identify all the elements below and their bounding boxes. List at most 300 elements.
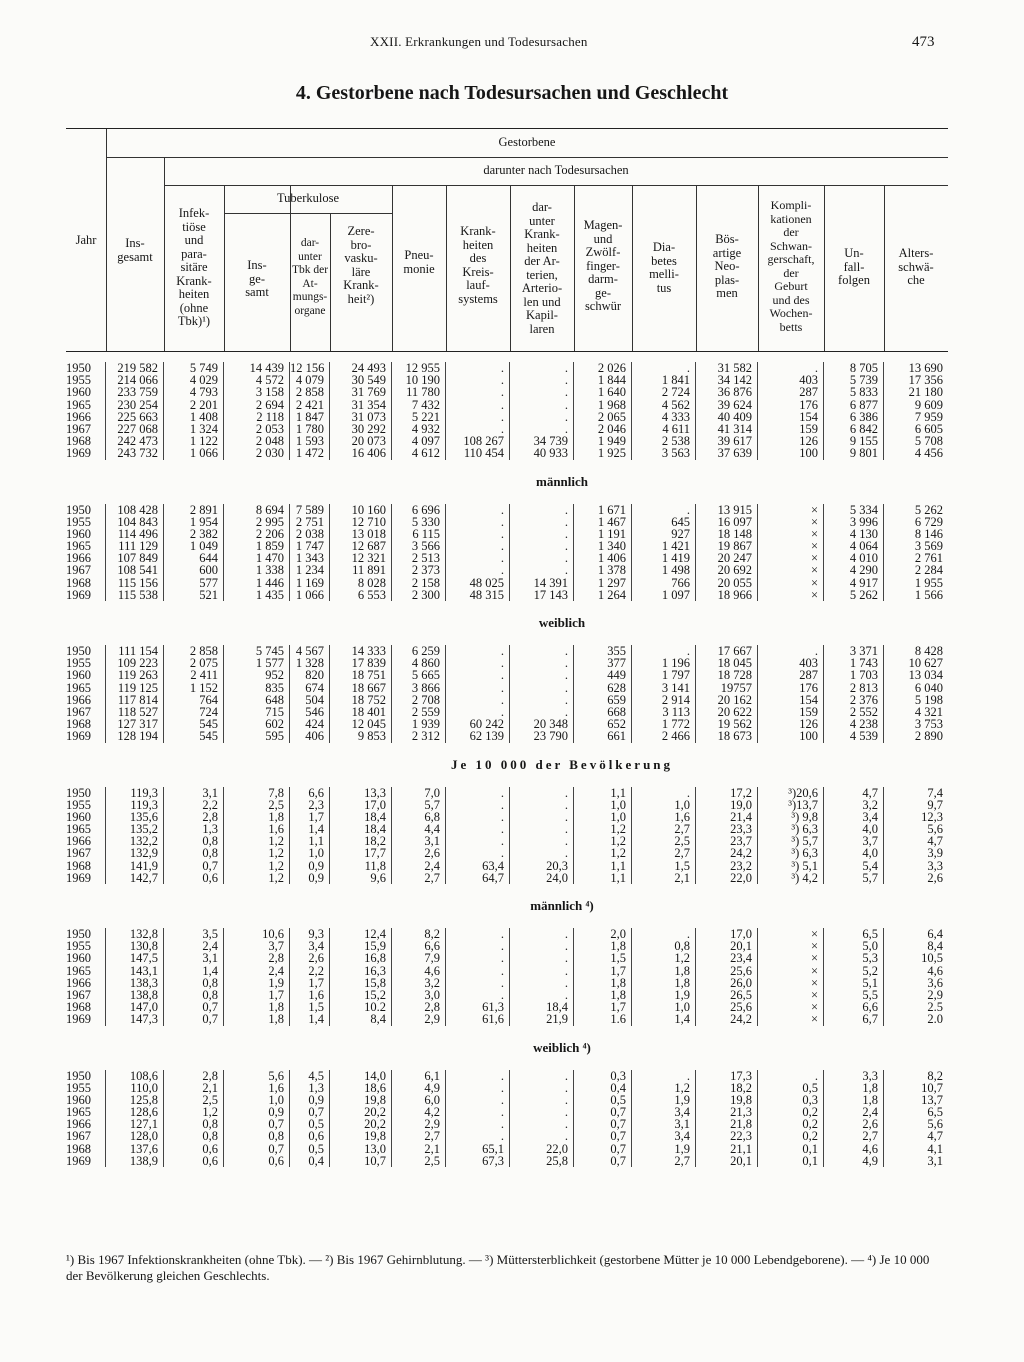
table-cell: . [500, 373, 504, 388]
table-cell: 40 409 [717, 409, 752, 424]
table-cell: 6,7 [862, 1012, 878, 1027]
data-column [392, 645, 446, 743]
table-cell: 449 [607, 668, 626, 683]
table-cell: 1 421 [661, 539, 690, 554]
table-cell: 20 073 [351, 434, 386, 449]
table-cell: 1 859 [255, 539, 284, 554]
data-column [510, 645, 574, 743]
table-cell: 2 421 [295, 397, 324, 412]
table-cell: × [810, 587, 818, 602]
table-cell: . [500, 421, 504, 436]
table-cell: . [564, 1105, 568, 1120]
table-cell: 20,2 [364, 1105, 386, 1120]
table-cell: 21,8 [730, 1117, 752, 1132]
table-cell: 12 710 [351, 514, 386, 529]
table-cell: 10 190 [405, 373, 440, 388]
table-cell: 0,9 [268, 1105, 284, 1120]
table-cell: 1,4 [674, 1012, 690, 1027]
year-cell: 1967 [66, 421, 91, 436]
table-cell: 22,0 [546, 1141, 568, 1156]
table-cell: 21,1 [730, 1141, 752, 1156]
table-cell: 147,5 [129, 951, 158, 966]
header-insgesamt: Ins- gesamt [117, 236, 153, 264]
table-cell: 287 [799, 668, 818, 683]
table-cell: . [564, 1092, 568, 1107]
table-cell: 648 [265, 692, 284, 707]
year-cell: 1968 [66, 1141, 91, 1156]
table-cell: 3,1 [202, 785, 218, 800]
table-cell: 2,5 [674, 834, 690, 849]
table-cell: × [810, 1000, 818, 1015]
year-cell: 1955 [66, 797, 91, 812]
table-cell: × [810, 975, 818, 990]
table-cell: 287 [799, 385, 818, 400]
table-cell: 1,4 [308, 822, 324, 837]
table-cell: 0,3 [802, 1092, 818, 1107]
table-cell: 31 582 [717, 361, 752, 375]
table-cell: 1 378 [597, 563, 626, 578]
table-cell: 2 046 [597, 421, 626, 436]
table-cell: 2,9 [424, 1012, 440, 1027]
data-column [824, 928, 884, 1026]
table-cell: 2 206 [255, 526, 284, 541]
table-cell: 18 045 [717, 656, 752, 671]
table-cell: 5 749 [189, 361, 218, 375]
table-cell: 3 113 [662, 704, 690, 719]
table-cell: 0,8 [202, 987, 218, 1002]
table-cell: 1,7 [610, 963, 626, 978]
table-cell: 2 914 [661, 692, 690, 707]
table-cell: 23,4 [730, 951, 752, 966]
data-column [392, 787, 446, 885]
table-cell: . [686, 927, 690, 941]
data-column [164, 362, 224, 460]
table-cell: 16,3 [364, 963, 386, 978]
table-cell: 0,2 [802, 1129, 818, 1144]
section-block [66, 1070, 948, 1168]
header-tuberkulose: Tuberkulose [276, 191, 340, 205]
table-cell: . [500, 692, 504, 707]
table-cell: 1,9 [674, 1141, 690, 1156]
data-column [164, 928, 224, 1026]
table-cell: 18 966 [717, 587, 752, 602]
table-cell: 100 [799, 729, 818, 744]
table-cell: 628 [607, 680, 626, 695]
year-cell: 1960 [66, 526, 91, 541]
table-cell: 2 053 [255, 421, 284, 436]
table-cell: 3,4 [674, 1105, 690, 1120]
table-cell: 214 066 [117, 373, 158, 388]
table-cell: 21 180 [908, 385, 943, 400]
table-cell: 1 340 [597, 539, 626, 554]
table-cell: 0,8 [268, 1129, 284, 1144]
table-cell: 1,2 [674, 1080, 690, 1095]
table-cell: 644 [199, 551, 218, 566]
table-cell: . [564, 822, 568, 837]
table-cell: 2 284 [914, 563, 943, 578]
table-cell: . [564, 927, 568, 941]
data-column [884, 504, 948, 602]
data-column [758, 928, 824, 1026]
table-cell: 1,8 [862, 1092, 878, 1107]
table-cell: . [500, 939, 504, 954]
table-cell: 5,6 [927, 822, 943, 837]
table-cell: 1,2 [268, 870, 284, 885]
table-cell: 127,1 [129, 1117, 158, 1132]
table-cell: 2,6 [308, 951, 324, 966]
table-cell: 17 839 [351, 656, 386, 671]
table-cell: 5 665 [411, 668, 440, 683]
data-column [224, 645, 290, 743]
table-cell: 17,2 [730, 785, 752, 800]
year-cell: 1966 [66, 551, 91, 566]
data-column [446, 1070, 510, 1168]
table-cell: 233 759 [117, 385, 158, 400]
table-cell: 1 772 [661, 717, 690, 732]
table-cell: 19,8 [364, 1092, 386, 1107]
data-column [224, 787, 290, 885]
table-cell: 355 [607, 644, 626, 658]
table-cell: 111 129 [118, 539, 158, 554]
table-cell: . [564, 539, 568, 554]
table-cell: 16,8 [364, 951, 386, 966]
table-cell: 1,5 [610, 951, 626, 966]
table-cell: 1 498 [661, 563, 690, 578]
data-column [446, 504, 510, 602]
table-cell: . [686, 785, 690, 800]
data-column [290, 1070, 330, 1168]
data-column [446, 787, 510, 885]
table-cell: × [810, 514, 818, 529]
table-cell: 2.0 [927, 1012, 943, 1027]
table-cell: 1,5 [308, 1000, 324, 1015]
table-cell: 111 154 [118, 644, 158, 658]
table-cell: 2,1 [202, 1080, 218, 1095]
year-cell: 1966 [66, 834, 91, 849]
table-cell: . [500, 668, 504, 683]
data-column [574, 362, 632, 460]
table-cell: 1,4 [202, 963, 218, 978]
table-cell: 227 068 [117, 421, 158, 436]
table-cell: 4 321 [914, 704, 943, 719]
table-cell: 2 751 [295, 514, 324, 529]
data-column [224, 1070, 290, 1168]
table-cell: 1,8 [610, 987, 626, 1002]
year-column [66, 1070, 106, 1168]
table-cell: 5 833 [849, 385, 878, 400]
table-cell: 3,4 [674, 1129, 690, 1144]
table-cell: 127 317 [117, 717, 158, 732]
table-cell: 835 [265, 680, 284, 695]
table-cell: 9,7 [927, 797, 943, 812]
table-cell: 927 [671, 526, 690, 541]
table-cell: 39 617 [717, 434, 752, 449]
year-cell: 1968 [66, 717, 91, 732]
year-column [66, 928, 106, 1026]
table-cell: 2,7 [424, 1129, 440, 1144]
data-column [574, 1070, 632, 1168]
table-cell: . [500, 834, 504, 849]
table-cell: 108 541 [117, 563, 158, 578]
table-cell: 1,9 [674, 987, 690, 1002]
header-tbk-atmung: dar- unter Tbk der At- mungs- organe [291, 237, 329, 317]
table-cell: 2,7 [674, 1153, 690, 1168]
table-cell: 1 191 [597, 526, 626, 541]
table-cell: 24,2 [730, 1012, 752, 1027]
table-cell: . [686, 361, 690, 375]
table-cell: 115 156 [117, 575, 158, 590]
table-cell: 12,4 [364, 927, 386, 941]
table-cell: . [500, 797, 504, 812]
table-cell: 13,7 [921, 1092, 943, 1107]
table-cell: 2,4 [202, 939, 218, 954]
table-cell: 176 [799, 680, 818, 695]
table-cell: 23,3 [730, 822, 752, 837]
table-cell: 3 753 [914, 717, 943, 732]
table-cell: 0,7 [610, 1117, 626, 1132]
table-cell: 11 780 [406, 385, 440, 400]
table-cell: 19,8 [730, 1092, 752, 1107]
table-cell: 2,5 [268, 797, 284, 812]
table-cell: 10 160 [351, 502, 386, 517]
table-cell: 4 611 [662, 421, 690, 436]
table-cell: 2 048 [255, 434, 284, 449]
table-cell: . [500, 975, 504, 990]
table-cell: 100 [799, 446, 818, 461]
section-block [66, 504, 948, 602]
data-column [510, 787, 574, 885]
table-cell: 19,8 [364, 1129, 386, 1144]
table-cell: 1 264 [597, 587, 626, 602]
table-cell: × [810, 551, 818, 566]
year-cell: 1965 [66, 397, 91, 412]
table-cell: 0,1 [802, 1153, 818, 1168]
data-column [290, 504, 330, 602]
section-title: Je 10 000 der Bevölkerung [450, 756, 674, 772]
table-cell: 1 671 [597, 502, 626, 517]
table-cell: 2,8 [268, 951, 284, 966]
table-cell: 4 029 [189, 373, 218, 388]
table-cell: 8 428 [914, 644, 943, 658]
table-cell: 126 [799, 717, 818, 732]
table-cell: 1,6 [268, 1080, 284, 1095]
table-cell: 25,6 [730, 963, 752, 978]
year-cell: 1969 [66, 587, 91, 602]
table-cell: 108,6 [129, 1068, 158, 1083]
table-cell: 1,2 [610, 834, 626, 849]
table-cell: 6 259 [411, 644, 440, 658]
table-cell: 8,4 [927, 939, 943, 954]
data-column [224, 504, 290, 602]
table-cell: 3 371 [849, 644, 878, 658]
table-cell: 37 639 [717, 446, 752, 461]
table-cell: . [500, 397, 504, 412]
table-cell: 11 891 [352, 563, 386, 578]
table-cell: 6,6 [862, 1000, 878, 1015]
year-cell: 1968 [66, 858, 91, 873]
table-cell: 0,6 [268, 1153, 284, 1168]
table-cell: 230 254 [117, 397, 158, 412]
table-cell: 7,4 [927, 785, 943, 800]
table-cell: . [564, 514, 568, 529]
table-header [66, 128, 948, 352]
table-cell: 225 663 [117, 409, 158, 424]
table-cell: 9,6 [370, 870, 386, 885]
table-cell: 1 467 [597, 514, 626, 529]
table-cell: 23,7 [730, 834, 752, 849]
table-cell: 1 841 [661, 373, 690, 388]
table-cell: 18 752 [351, 692, 386, 707]
table-cell: 4,6 [424, 963, 440, 978]
table-cell: 3,2 [862, 797, 878, 812]
table-cell: 3,4 [862, 809, 878, 824]
table-cell: 659 [607, 692, 626, 707]
table-cell: . [814, 1068, 818, 1083]
table-cell: . [564, 951, 568, 966]
table-cell: 0,4 [308, 1153, 324, 1168]
table-cell: . [500, 951, 504, 966]
table-cell: 2,9 [424, 1117, 440, 1132]
table-cell: ³)20,6 [788, 785, 818, 800]
table-cell: 0,8 [202, 1129, 218, 1144]
table-cell: 0,9 [308, 858, 324, 873]
data-column [696, 645, 758, 743]
table-cell: 9,3 [308, 927, 324, 941]
year-cell: 1960 [66, 385, 91, 400]
table-cell: 4,7 [862, 785, 878, 800]
table-cell: 13 018 [351, 526, 386, 541]
table-cell: 4 333 [661, 409, 690, 424]
data-column [632, 645, 696, 743]
running-head: XXII. Erkrankungen und Todesursachen [370, 34, 588, 49]
table-cell: . [500, 526, 504, 541]
table-cell: 1 196 [661, 656, 690, 671]
table-cell: 17,7 [364, 846, 386, 861]
table-cell: 3,1 [202, 951, 218, 966]
table-cell: 60 242 [469, 717, 504, 732]
table-cell: 18 751 [351, 668, 386, 683]
year-cell: 1965 [66, 1105, 91, 1120]
table-cell: 1 939 [411, 717, 440, 732]
table-cell: 1 324 [189, 421, 218, 436]
table-cell: 2,8 [202, 809, 218, 824]
table-cell: 2,7 [674, 822, 690, 837]
data-column [574, 645, 632, 743]
table-cell: 2 411 [190, 668, 218, 683]
table-cell: × [810, 575, 818, 590]
table-cell: 117 814 [117, 692, 158, 707]
table-cell: 0,8 [674, 939, 690, 954]
table-cell: 20,2 [364, 1117, 386, 1132]
table-cell: 30 549 [351, 373, 386, 388]
data-column [290, 928, 330, 1026]
table-cell: 17,0 [730, 927, 752, 941]
data-column [632, 787, 696, 885]
table-cell: 4,0 [862, 822, 878, 837]
data-column [106, 1070, 164, 1168]
table-cell: 10,7 [364, 1153, 386, 1168]
data-column [330, 645, 392, 743]
table-cell: 8 028 [357, 575, 386, 590]
table-cell: 2,6 [424, 846, 440, 861]
data-column [224, 362, 290, 460]
table-cell: 1 703 [849, 668, 878, 683]
table-cell: 39 624 [717, 397, 752, 412]
table-cell: 1 593 [295, 434, 324, 449]
table-cell: 1,2 [268, 834, 284, 849]
table-cell: . [500, 656, 504, 671]
table-cell: 243 732 [117, 446, 158, 461]
year-cell: 1965 [66, 539, 91, 554]
page-number: 473 [912, 34, 935, 50]
table-cell: . [500, 563, 504, 578]
data-column [824, 787, 884, 885]
table-cell: 3,3 [927, 858, 943, 873]
table-cell: 10,7 [921, 1080, 943, 1095]
data-column [392, 1070, 446, 1168]
data-column [446, 928, 510, 1026]
table-cell: 4 010 [849, 551, 878, 566]
table-cell: 2,1 [424, 1141, 440, 1156]
table-cell: 6,6 [308, 785, 324, 800]
table-cell: 48 315 [469, 587, 504, 602]
table-title: 4. Gestorbene nach Todesursachen und Geschlecht [295, 82, 729, 104]
table-cell: 1,0 [308, 846, 324, 861]
table-cell: 1,3 [202, 822, 218, 837]
table-cell: 0,6 [202, 1153, 218, 1168]
table-cell: . [500, 927, 504, 941]
table-cell: 1.6 [610, 1012, 626, 1027]
table-cell: 4,5 [308, 1068, 324, 1083]
year-cell: 1967 [66, 704, 91, 719]
table-cell: 18,2 [364, 834, 386, 849]
table-cell: 2 376 [849, 692, 878, 707]
table-cell: 7 959 [914, 409, 943, 424]
table-cell: 4,1 [927, 1141, 943, 1156]
table-cell: 1,7 [268, 987, 284, 1002]
table-cell: . [564, 361, 568, 375]
table-cell: 3 566 [411, 539, 440, 554]
table-cell: 1 066 [295, 587, 324, 602]
data-column [164, 504, 224, 602]
data-column [392, 362, 446, 460]
table-cell: . [564, 797, 568, 812]
data-column [510, 504, 574, 602]
data-column [884, 1070, 948, 1168]
header-unfallfolgen: Un- fall- folgen [838, 246, 870, 287]
table-cell: 118 527 [117, 704, 158, 719]
table-cell: 18 728 [717, 668, 752, 683]
data-column [392, 928, 446, 1026]
section-block [66, 362, 948, 460]
table-cell: . [500, 846, 504, 861]
table-cell: 1 472 [295, 446, 324, 461]
table-cell: . [686, 502, 690, 517]
table-cell: 1 446 [255, 575, 284, 590]
table-cell: 14 439 [249, 361, 284, 375]
table-cell: ³) 9,8 [791, 809, 818, 824]
table-cell: . [564, 846, 568, 861]
table-cell: 6 605 [914, 421, 943, 436]
table-cell: 674 [305, 680, 324, 695]
year-cell: 1965 [66, 822, 91, 837]
table-cell: 20 055 [717, 575, 752, 590]
table-cell: 661 [607, 729, 626, 744]
table-cell: 2 761 [914, 551, 943, 566]
table-cell: 23 790 [533, 729, 568, 744]
table-cell: 104 843 [117, 514, 158, 529]
data-column [696, 787, 758, 885]
